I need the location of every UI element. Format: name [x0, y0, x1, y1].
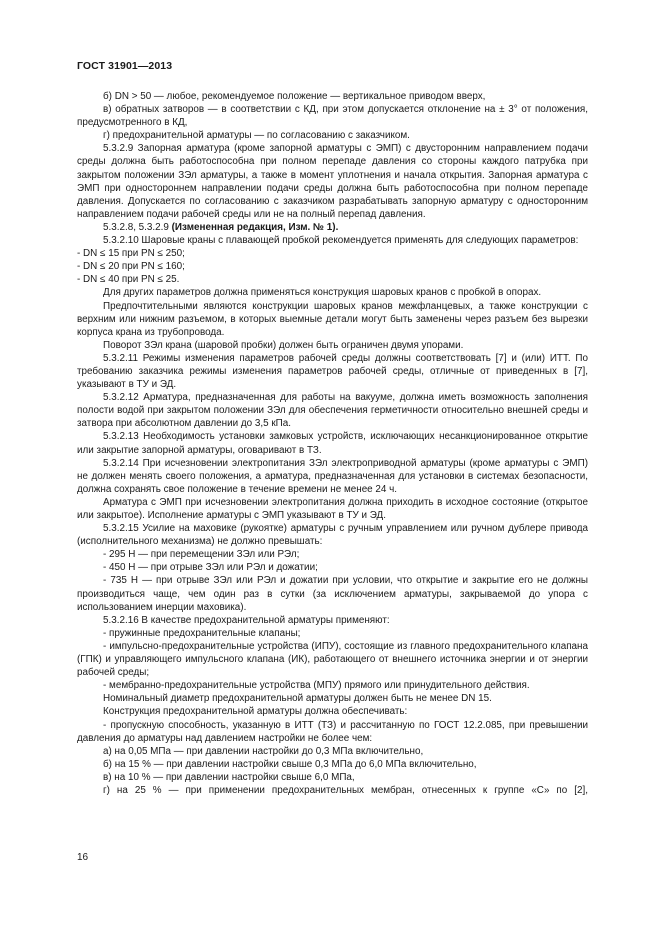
paragraph: 5.3.2.12 Арматура, предназначенная для работы на вакууме, должна иметь возможность заполнения полости водой при закрытом положении ЗЭл для обеспечения герметичности относительно внешней среды и затвора при абсолютном давлении до 3,5 кПа. [77, 392, 588, 430]
list-item: - DN ≤ 40 при PN ≤ 25. [77, 274, 180, 286]
page-number: 16 [77, 852, 89, 863]
paragraph: Предпочтительными являются конструкции шаровых кранов межфланцевых, а также конструкции с верхним или нижним разъемом, в которых выемные детали могут быть заменены через разъем без вырезки корпуса крана из трубопровода. [77, 300, 588, 338]
paragraph: Поворот ЗЭл крана (шаровой пробки) должен быть ограничен двумя упорами. [103, 339, 464, 351]
list-item: - 735 Н — при отрыве ЗЭл или РЭл и дожатии при условии, что открытие и закрытие его не должны производиться чаще, чем один раз в сутки (за исключением арматуры, закрываемой до упора с использованием инерции маховика). [77, 575, 588, 613]
paragraph: 5.3.2.11 Режимы изменения параметров рабочей среды должны соответствовать [7] и (или) ИТТ. По требованию заказчика режимы изменения параметров рабочей среды, отличные от приведенных в [7], указывают в ТУ и ЭД. [77, 352, 588, 391]
paragraph: Для других параметров должна применяться конструкция шаровых кранов с пробкой в опорах. [103, 287, 542, 299]
document-header: ГОСТ 31901—2013 [77, 60, 173, 72]
amendment-note [77, 221, 588, 234]
paragraph: 5.3.2.16 В качестве предохранительной арматуры применяют: [103, 614, 390, 626]
list-item: г) на 25 % — при применении предохранительных мембран, отнесенных к группе «С» по [2], [103, 784, 588, 796]
list-item: - DN ≤ 20 при PN ≤ 160; [77, 261, 185, 273]
document-body [77, 90, 588, 797]
paragraph: 5.3.2.10 Шаровые краны с плавающей пробкой рекомендуется применять для следующих параметров: [103, 235, 579, 247]
amendment-label: (Измененная редакция, Изм. № 1). [171, 221, 339, 233]
list-item: - DN ≤ 15 при PN ≤ 250; [77, 248, 185, 260]
list-item: - мембранно-предохранительные устройства (МПУ) прямого или принудительного действия. [103, 680, 530, 692]
paragraph: Арматура с ЭМП при исчезновении электропитания должна приходить в исходное состояние (открытое или закрытое). Исполнение арматуры с ЭМП указывают в ТУ и ЭД. [77, 496, 588, 521]
paragraph: г) предохранительной арматуры — по согласованию с заказчиком. [103, 130, 410, 142]
list-item: - 450 Н — при отрыве ЗЭл или РЭл и дожатии; [103, 562, 318, 574]
list-item: - 295 Н — при перемещении ЗЭл или РЭл; [103, 549, 300, 561]
list-item: б) на 15 % — при давлении настройки свыше 0,3 МПа до 6,0 МПа включительно, [103, 758, 477, 770]
list-item: а) на 0,05 МПа — при давлении настройки до 0,3 МПа включительно, [103, 745, 424, 757]
paragraph: 5.3.2.14 При исчезновении электропитания ЗЭл электроприводной арматуры (кроме арматуры с ЭМП) не должен менять своего положения, а арматура, предназначенная для установки в системах безопасности, должна сохранять свое положение в течение времени не менее 24 ч. [77, 457, 588, 495]
paragraph: в) обратных затворов — в соответствии с КД, при этом допускается отклонение на ± 3° от положения, предусмотренного в КД, [77, 104, 588, 129]
paragraph: 5.3.2.15 Усилие на маховике (рукоятке) арматуры с ручным управлением или ручном дублере привода (исполнительного механизма) не должно превышать: [77, 523, 588, 548]
list-item: - импульсно-предохранительные устройства (ИПУ), состоящие из главного предохранительного клапана (ГПК) и управляющего импульсного клапана (ИК), работающего от внешнего источника энергии и от энергии рабочей среды; [77, 640, 588, 679]
paragraph: б) DN > 50 — любое, рекомендуемое положение — вертикальное приводом вверх, [103, 91, 486, 102]
list-item: - пропускную способность, указанную в ИТТ (ТЗ) и рассчитанную по ГОСТ 12.2.085, при превышении давления до арматуры над давлением настройки не более чем: [77, 719, 588, 744]
paragraph: 5.3.2.13 Необходимость установки замковых устройств, исключающих несанкционированное открытие или закрытие запорной арматуры, оговаривают в ТЗ. [77, 431, 588, 456]
amendment-ref: 5.3.2.8, 5.3.2.9 [103, 221, 169, 233]
list-item: - пружинные предохранительные клапаны; [103, 627, 301, 639]
paragraph: Номинальный диаметр предохранительной арматуры должен быть не менее DN 15. [103, 693, 492, 705]
paragraph: 5.3.2.9 Запорная арматура (кроме запорной арматуры с ЭМП) с двусторонним направлением подачи среды должна быть работоспособна при полном перепаде давления со стороны каждого патрубка при закрытом положении ЗЭл арматуры, а также в момент уплотнения и начала открытия. Запорная арматура с ЭМП при одностороннем направлении подачи среды должна быть работоспособна при полном перепаде давления. Допускается по согласованию с заказчиком разрабатывать запорную арматуру с односторонним направлением подачи рабочей среды или не на полный перепад давления. [77, 143, 588, 220]
list-item: в) на 10 % — при давлении настройки свыше 6,0 МПа, [103, 771, 355, 783]
paragraph: Конструкция предохранительной арматуры должна обеспечивать: [103, 706, 408, 718]
